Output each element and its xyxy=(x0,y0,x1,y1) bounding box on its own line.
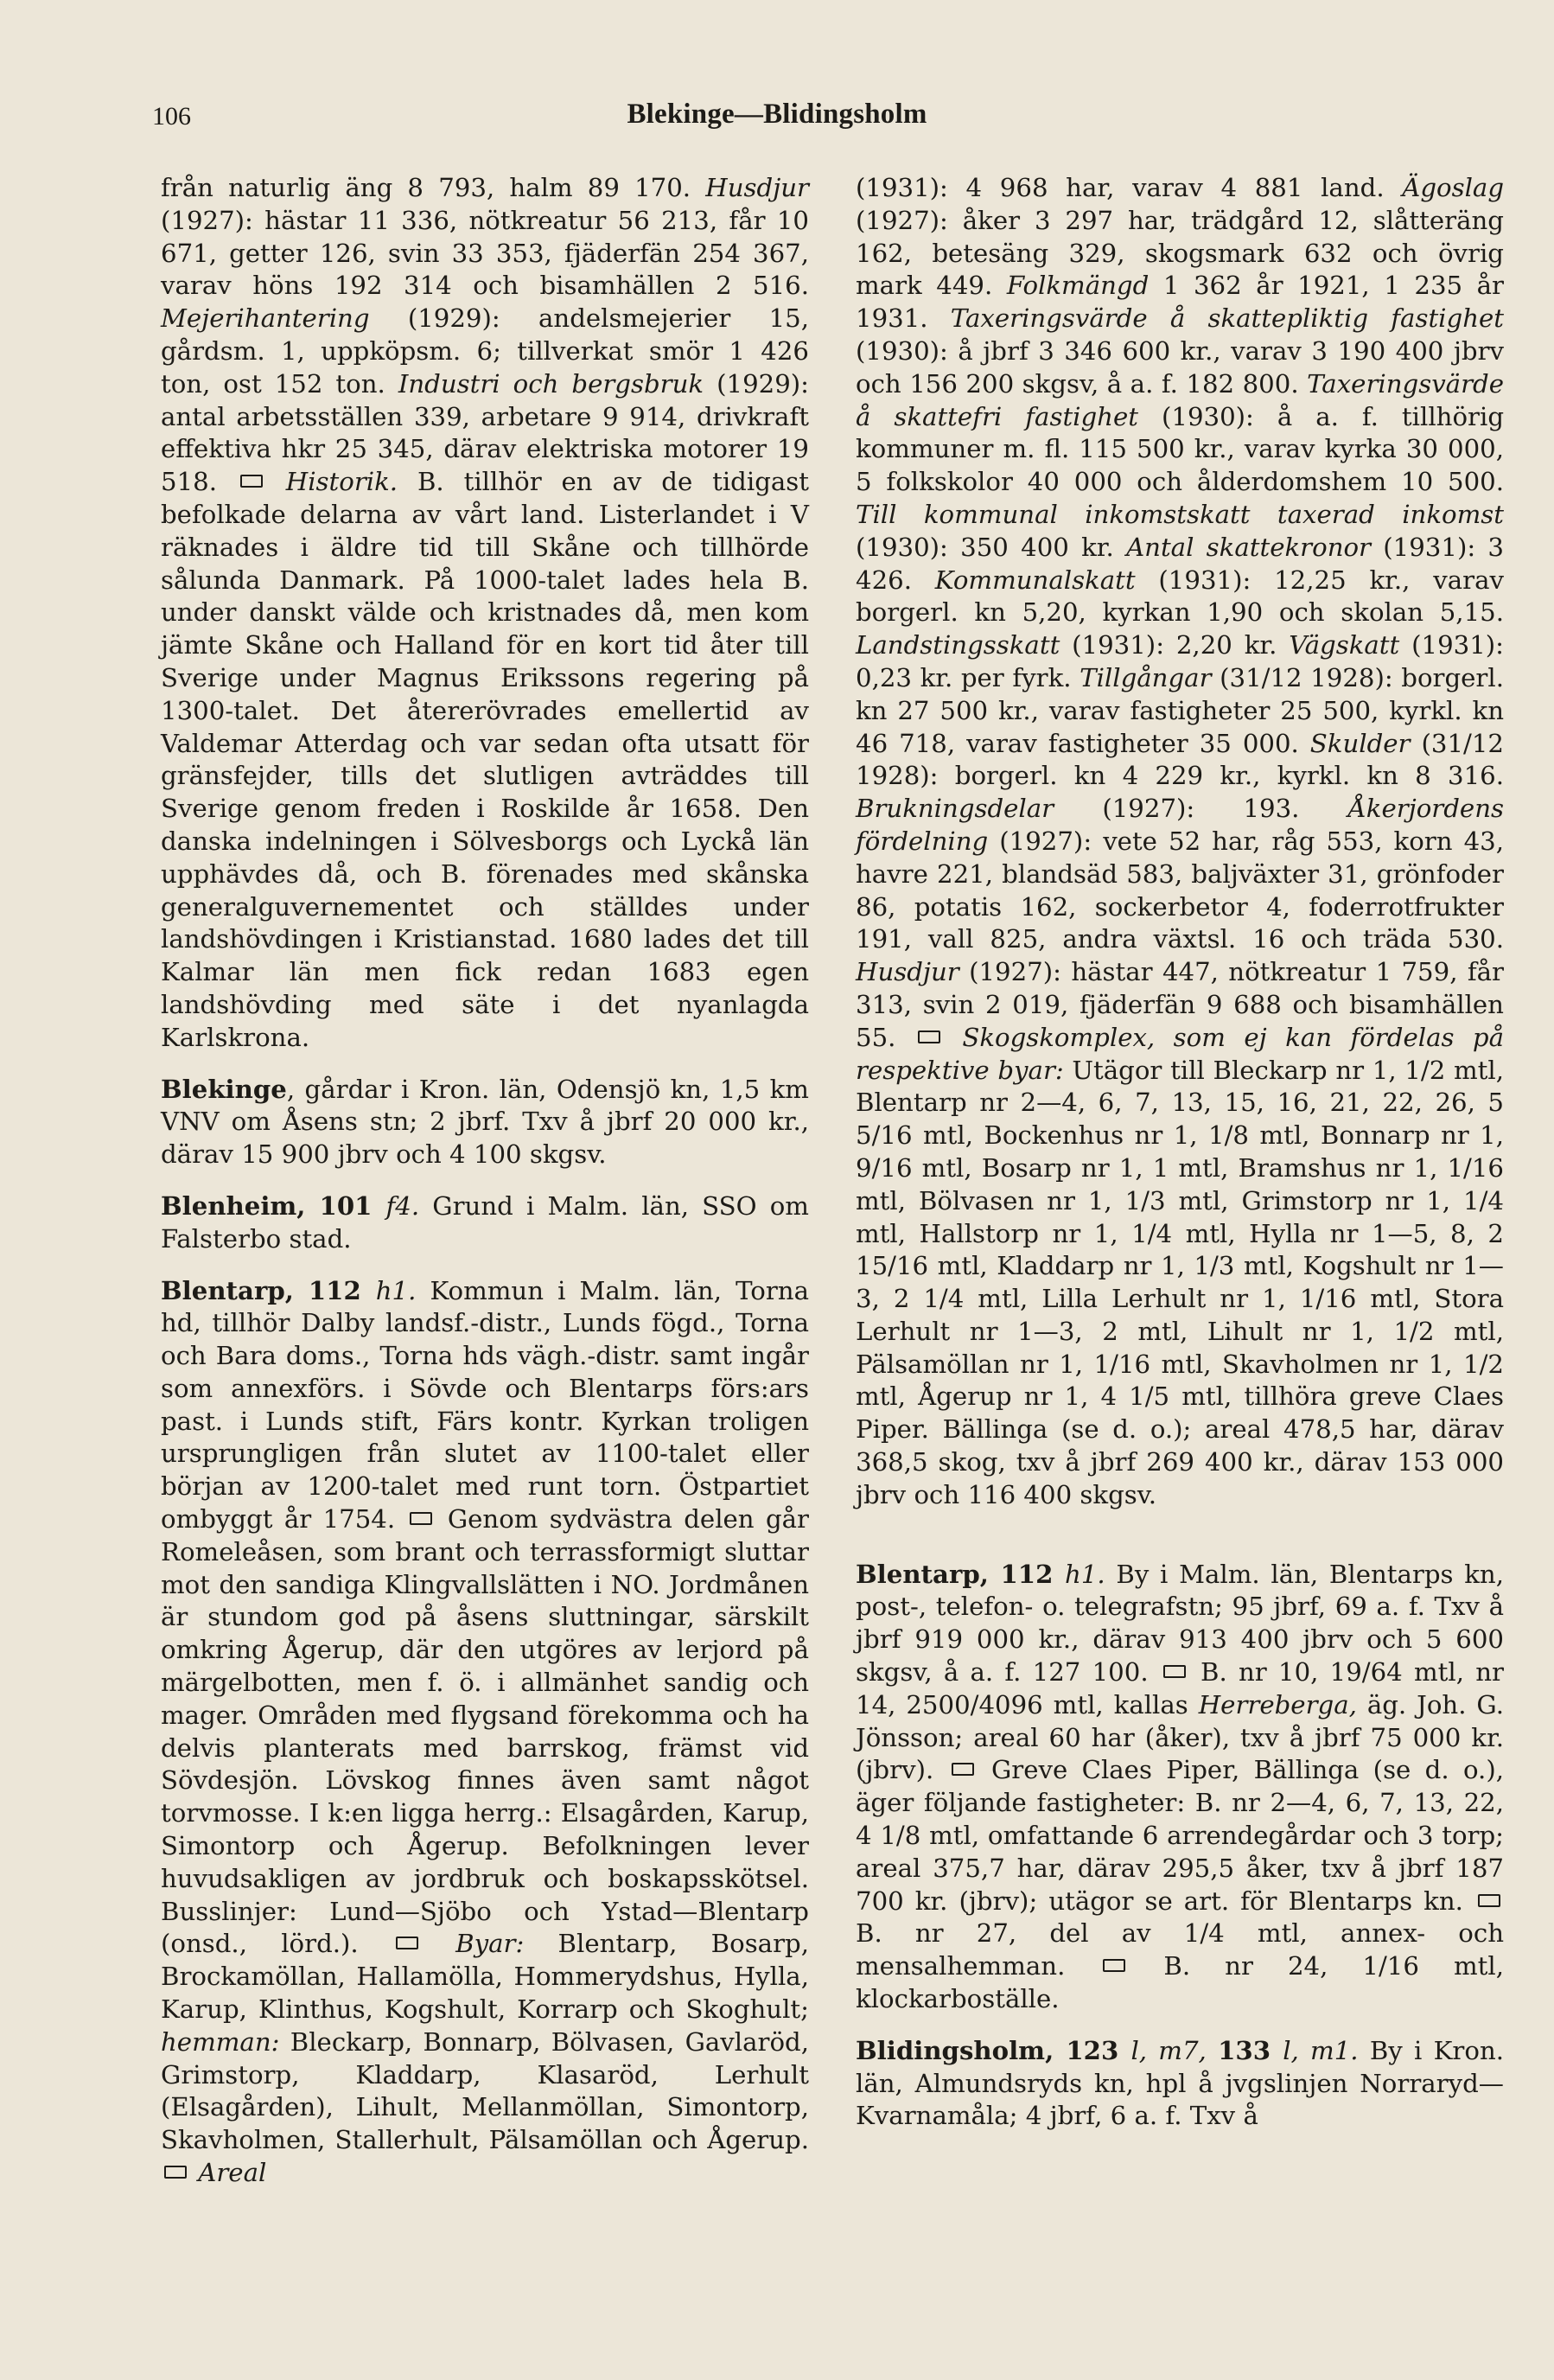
body-text xyxy=(190,2158,198,2187)
body-text: Utägor till Bleckarp nr 1, 1/2 mtl, Blentarp nr 2—4, 6, 7, 13, 15, 16, 21, 22, 26, 5 5/16 mtl, Bockenhus nr 1, 1/8 mtl, Bonnarp nr 1, 9/16 mtl, Bosarp nr 1, 1 mtl, Bramshus nr 1, 1/16 mtl, Bölvasen nr 1, 1/3 mtl, Grimstorp nr 1, 1/4 mtl, Hallstorp nr 1, 1/4 mtl, Hylla nr 1—5, 8, 2 15/16 mtl, Kladdarp nr 1, 1/3 mtl, Kogshult nr 1—3, 2 1/4 mtl, Lilla Lerhult nr 1, 1/16 mtl, Stora Lerhult nr 1—3, 2 mtl, Lihult nr 1, 1/2 mtl, Pälsamöllan nr 1, 1/16 mtl, Skavholmen nr 1, 1/2 mtl, Ågerup nr 1, 4 1/5 mtl, tillhöra greve Claes Piper. Bällinga (se d. o.); areal 478,5 har, därav 368,5 skog, txv å jbrf 269 400 kr., därav 153 000 jbrv och 116 400 skgsv. xyxy=(856,1055,1504,1509)
italic-text: Åkerjordens fördelning xyxy=(856,794,1504,856)
body-text: Genom sydvästra delen går Romeleåsen, som brant och terrassformigt sluttar mot den sandiga Klingvallslätten i NO. Jordmånen är stundom god på åsens sluttningar, särskilt omkring Ågerup, där den utgöres av lerjord på märgelbotten, men f. ö. i allmänhet sandig och mager. Områden med flygsand förekomma och ha delvis planterats med barrskog, främst vid Sövdesjön. Lövskog finnes även samt något torvmosse. I k:en ligga herrg.: Elsagården, Karup, Simontorp och Ågerup. Befolkningen lever huvudsakligen av jordbruk och boskapsskötsel. Busslinjer: Lund—Sjöbo och Ystad—Blentarp (onsd., lörd.). xyxy=(161,1504,809,1959)
body-text: (1927): hästar 11 336, nötkreatur 56 213, får 10 671, getter 126, svin 33 353, fjäderfän 254 367, varav höns 192 314 och bisamhällen 2 516. xyxy=(161,205,809,301)
body-text: (1931): 4 968 har, varav 4 881 land. xyxy=(856,173,1403,202)
body-text: (1931): 0,23 kr. per fyrk. xyxy=(856,630,1504,692)
italic-text: Antal skattekronor xyxy=(1126,532,1372,562)
body-text: Blentarp, Bosarp, Brockamöllan, Hallamölla, Hommerydshus, Hylla, Karup, Klinthus, Kogshult, Korrarp och Skoghult; xyxy=(161,1929,809,2025)
body-text: B. tillhör en av de tidigast befolkade delarna av vårt land. Listerlandet i V räknades i äldre tid till Skåne och tillhörde sålunda Danmark. På 1000-talet lades hela B. under danskt välde och kristnades då, men kom jämte Skåne och Halland för en kort tid åter till Sverige under Magnus Erikssons regering på 1300-talet. Det återerövrades emellertid av Valdemar Atterdag och var sedan ofta utsatt för gränsfejder, tills det slutligen avträddes till Sverige genom freden i Roskilde år 1658. Den danska indelningen i Sölvesborgs och Lyckå län upphävdes då, och B. förenades med skånska generalguvernementet och ställdes under landshövdingen i Kristianstad. 1680 lades det till Kalmar län men fick redan 1683 egen landshövding med säte i det nyanlagda Karlskrona. xyxy=(161,467,809,1052)
headword: Blentarp, 112 xyxy=(161,1275,376,1305)
page-number: 106 xyxy=(152,102,191,131)
body-text: Bleckarp, Bonnarp, Bölvasen, Gavlaröd, Grimstorp, Kladdarp, Klasaröd, Lerhult (Elsagården), Lihult, Mellanmöllan, Simontorp, Skavholmen, Stallerhult, Pälsamöllan och Ågerup. xyxy=(161,2026,809,2155)
entry-blentarp-by xyxy=(856,1559,1504,2016)
section-separator-icon xyxy=(240,475,263,488)
body-text: By i Malm. län, Blentarps kn, post-, telefon- o. telegrafstn; 95 jbrf, 69 a. f. Txv å jbrf 919 000 kr., därav 913 400 jbrv och 5 600 skgsv, å a. f. 127 100. xyxy=(856,1559,1504,1688)
section-separator-icon xyxy=(918,1030,940,1043)
body-text: Greve Claes Piper, Bällinga (se d. o.), äger följande fastigheter: B. nr 2—4, 6, 7, 13, 22, 4 1/8 mtl, omfattande 6 arrendegårdar och 3 torp; areal 375,7 har, därav 295,5 åker, txv å jbrf 187 700 kr. (jbrv); utägor se art. för Blentarps kn. xyxy=(856,1755,1504,1916)
section-separator-icon xyxy=(952,1763,974,1776)
section-separator-icon xyxy=(410,1512,432,1525)
italic-text: Skulder xyxy=(1309,728,1411,758)
body-text: (1927): vete 52 har, råg 553, korn 43, havre 221, blandsäd 583, baljväxter 31, grönfoder 86, potatis 162, sockerbetor 4, foderrotfrukter 191, vall 825, andra växtsl. 16 och träda 530. xyxy=(856,826,1504,954)
section-separator-icon xyxy=(396,1937,418,1949)
italic-text: Husdjur xyxy=(856,957,959,987)
body-text xyxy=(1207,2036,1218,2065)
paragraph-blekinge-lan-continued xyxy=(161,172,809,1055)
entry-blentarp-kommun xyxy=(161,1275,809,2190)
body-text: (1931): 12,25 kr., varav borgerl. kn 5,20, kyrkan 1,90 och skolan 5,15. xyxy=(856,565,1504,628)
italic-text: Taxeringsvärde å skattefri fastighet xyxy=(856,368,1504,431)
headword: 133 xyxy=(1218,2035,1283,2065)
body-text: 1 362 år 1921, 1 235 år 1931. xyxy=(856,271,1504,334)
section-separator-icon xyxy=(164,2166,187,2179)
italic-text: Tillgångar xyxy=(1080,662,1212,692)
body-text: (31/12 1928): borgerl. kn 4 229 kr., kyrkl. kn 8 316. xyxy=(856,728,1504,791)
italic-text: Folkmängd xyxy=(1006,271,1150,301)
body-text xyxy=(944,1023,962,1052)
entry-blekinge-gardar xyxy=(161,1074,809,1171)
italic-text: Till kommunal inkomstskatt taxerad inkomst xyxy=(856,499,1504,529)
body-text: B. nr 10, 19/64 mtl, nr 14, 2500/4096 mtl, kallas xyxy=(856,1657,1504,1720)
body-text: By i Kron. län, Almundsryds kn, hpl å jvgslinjen Norraryd—Kvarnamåla; 4 jbrf, 6 a. f. Txv å xyxy=(856,2035,1505,2131)
italic-text: Industri och bergsbruk xyxy=(398,368,704,399)
italic-text: Husdjur xyxy=(705,173,809,202)
body-text xyxy=(422,1929,455,1958)
headword: Blentarp, 112 xyxy=(856,1559,1066,1589)
italic-text: Areal xyxy=(198,2158,267,2188)
running-head: Blekinge—Blidingsholm xyxy=(627,99,927,130)
body-text: (1930): 350 400 kr. xyxy=(856,532,1127,562)
headword: Blenheim, 101 xyxy=(161,1190,386,1221)
section-separator-icon xyxy=(1103,1959,1125,1972)
italic-text: h1. xyxy=(375,1275,417,1305)
italic-text: f4. xyxy=(385,1190,420,1221)
body-text: B. nr 27, del av 1/4 mtl, annex- och mensalhemman. xyxy=(856,1918,1504,1981)
italic-text: Brukningsdelar xyxy=(856,794,1054,824)
headword: Blidingsholm, 123 xyxy=(856,2035,1131,2065)
section-separator-icon xyxy=(1478,1894,1500,1907)
body-text: (1931): 2,20 kr. xyxy=(1060,630,1290,660)
italic-text: Skogskomplex, som ej kan fördelas på respektive byar: xyxy=(856,1022,1504,1085)
body-text: (1930): å jbrf 3 346 600 kr., varav 3 190 400 jbrv och 156 200 skgsv, å a. f. 182 800. xyxy=(856,335,1504,399)
italic-text: Taxeringsvärde å skattepliktig fastighet xyxy=(950,303,1504,334)
italic-text: Historik. xyxy=(285,467,398,497)
italic-text: h1. xyxy=(1065,1559,1105,1589)
italic-text: Byar: xyxy=(455,1929,525,1959)
body-text: B. nr 24, 1/16 mtl, klockarboställe. xyxy=(856,1951,1504,2014)
body-text: (1930): å a. f. tillhörig kommuner m. fl. 115 500 kr., varav kyrka 30 000, 5 folkskolor 40 000 och ålderdomshem 10 500. xyxy=(856,401,1504,497)
body-text: (1929): andelsmejerier 15, gårdsm. 1, uppköpsm. 6; tillverkat smör 1 426 ton, ost 152 ton. xyxy=(161,303,809,399)
italic-text: Vägskatt xyxy=(1289,630,1400,660)
italic-text: l, m1. xyxy=(1283,2035,1359,2065)
headword: Blekinge xyxy=(161,1074,287,1104)
body-text: Kommun i Malm. län, Torna hd, tillhör Dalby landsf.-distr., Lunds fögd., Torna och Bara doms., Torna hds vägh.-distr. samt ingår som annexförs. i Sövde och Blentarps förs:ars past. i Lunds stift, Färs kontr. Kyrkan troligen ursprungligen från slutet av 1100-talet eller början av 1200-talet med runt torn. Östpartiet ombyggt år 1754. xyxy=(161,1275,809,1535)
body-text: från naturlig äng 8 793, halm 89 170. xyxy=(161,173,706,202)
body-text: (1927): 193. xyxy=(1054,794,1348,824)
body-text: Grund i Malm. län, SSO om Falsterbo stad. xyxy=(161,1190,809,1254)
italic-text: Herreberga, xyxy=(1198,1689,1357,1720)
entry-blidingsholm xyxy=(856,2035,1504,2133)
body-text: (1927): åker 3 297 har, trädgård 12, slåtteräng 162, betesäng 329, skogsmark 632 och övrig mark 449. xyxy=(856,205,1504,301)
italic-text: Ägoslag xyxy=(1402,173,1504,202)
italic-text: l, m7, xyxy=(1130,2035,1207,2065)
body-text: (1927): hästar 447, nötkreatur 1 759, får 313, svin 2 019, fjäderfän 9 688 och bisamhällen 55. xyxy=(856,957,1504,1052)
italic-text: Mejerihantering xyxy=(161,303,370,334)
body-text: äg. Joh. G. Jönsson; areal 60 har (åker), txv å jbrf 75 000 kr. (jbrv). xyxy=(856,1689,1504,1785)
italic-text: Kommunalskatt xyxy=(934,565,1136,595)
italic-text: Landstingsskatt xyxy=(856,630,1060,660)
left-column xyxy=(161,172,809,2190)
section-separator-icon xyxy=(1163,1665,1186,1678)
body-text: , gårdar i Kron. län, Odensjö kn, 1,5 km VNV om Åsens stn; 2 jbrf. Txv å jbrf 20 000 kr., därav 15 900 jbrv och 4 100 skgsv. xyxy=(161,1074,809,1170)
body-text xyxy=(266,467,286,496)
italic-text: hemman: xyxy=(161,2026,280,2057)
body-text: (1931): 3 426. xyxy=(856,532,1504,595)
right-column xyxy=(856,172,1504,2133)
body-text: (1929): antal arbetsställen 339, arbetare 9 914, drivkraft effektiva hkr 25 345, därav elektriska motorer 19 518. xyxy=(161,368,810,497)
paragraph-blentarp-kommun-continued xyxy=(856,172,1504,1512)
body-text: (31/12 1928): borgerl. kn 27 500 kr., varav fastigheter 25 500, kyrkl. kn 46 718, varav fastigheter 35 000. xyxy=(856,662,1504,758)
entry-blenheim xyxy=(161,1190,809,1256)
